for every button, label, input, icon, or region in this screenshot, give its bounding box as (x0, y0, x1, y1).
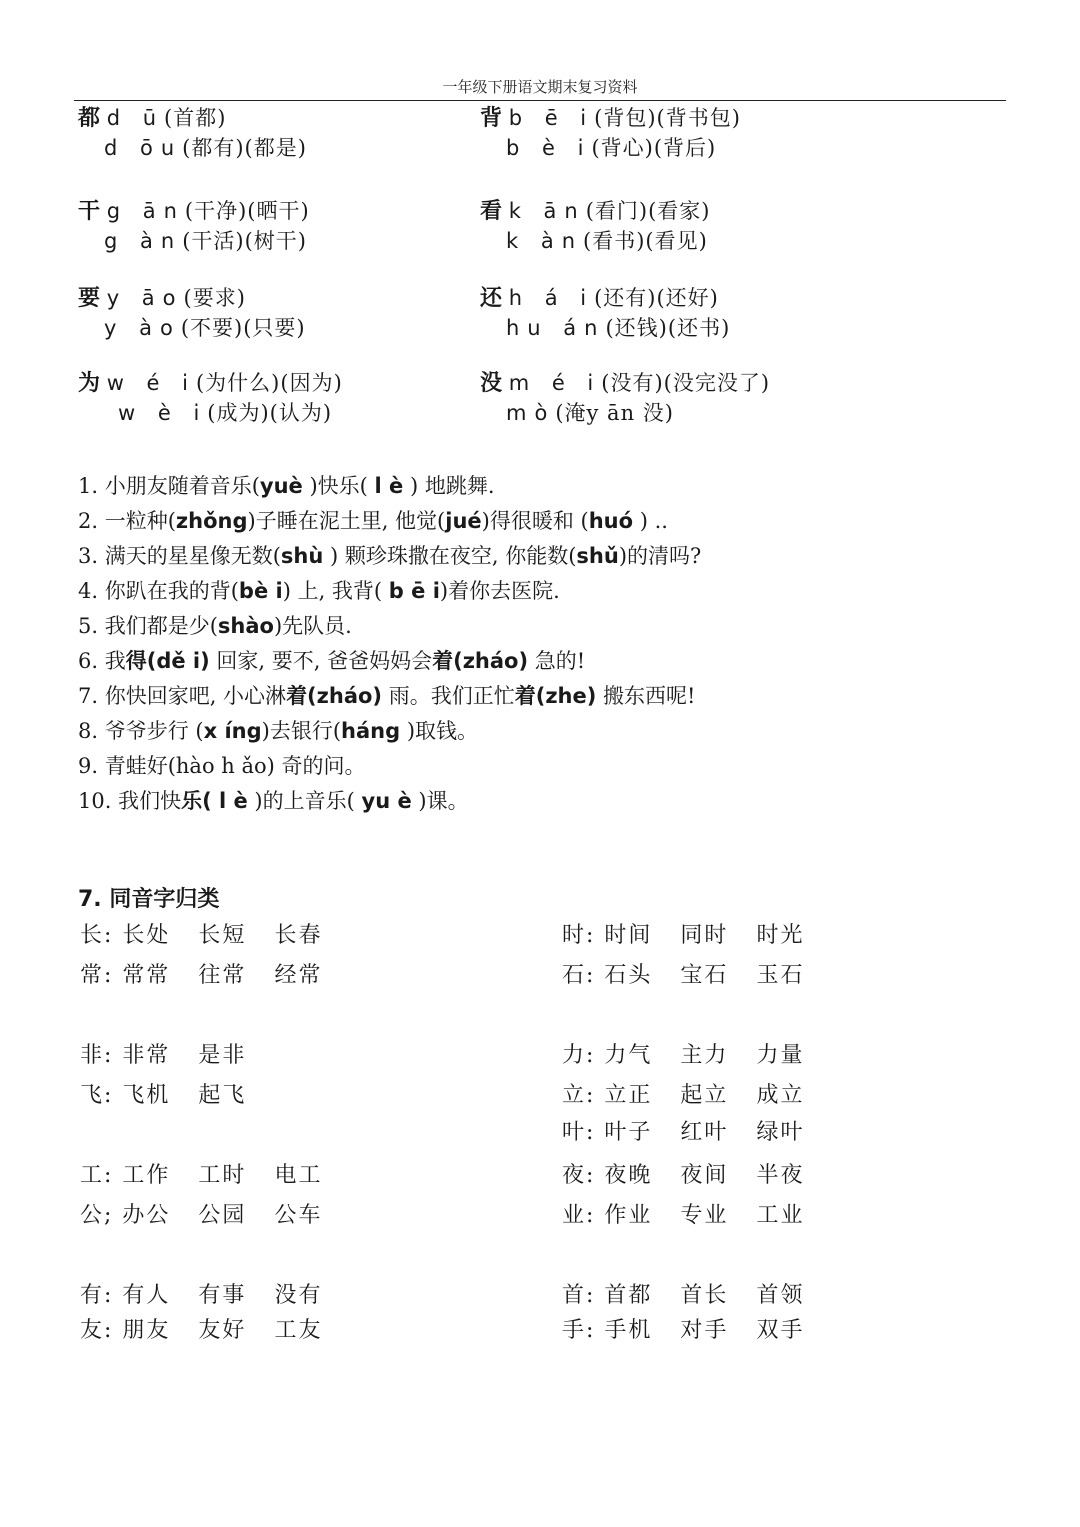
homophone-word: 首都 (604, 1283, 653, 1308)
example-words: (为什么)(因为) (195, 371, 343, 395)
homophone-word: 工作 (122, 1163, 171, 1188)
pinyin: y āo (106, 286, 184, 310)
homophone-word: 工友 (274, 1318, 323, 1343)
sentence-line (78, 750, 1008, 785)
homophone-char: 工: (80, 1163, 123, 1188)
homophone-word: 非常 (122, 1043, 171, 1068)
example-words: (都有)(都是) (182, 136, 307, 160)
answer-text: bè i (238, 579, 283, 603)
homophone-row (562, 1038, 832, 1069)
sentence-text: 8. 爷爷步行 ( (78, 719, 204, 743)
homophone-word: 常常 (122, 963, 171, 988)
polyphone-block (480, 368, 770, 428)
polyphone-reading (480, 103, 741, 133)
homophone-row (80, 1078, 274, 1109)
homophone-word: 有事 (198, 1283, 247, 1308)
homophone-char: 长: (80, 923, 123, 948)
homophone-word: 首领 (756, 1283, 805, 1308)
homophone-word: 夜晚 (604, 1163, 653, 1188)
homophone-row (562, 1313, 832, 1344)
answer-text: x íng (203, 719, 262, 743)
sentence-text: 雨。我们正忙 (382, 684, 515, 708)
homophone-word: 友好 (198, 1318, 247, 1343)
polyphone-reading (480, 226, 711, 256)
sentence-line (78, 715, 1008, 750)
sentence-text: 4. 你趴在我的背( (78, 579, 239, 603)
pinyin: g ān (106, 199, 185, 223)
homophone-char: 非: (80, 1043, 123, 1068)
example-words: (背心)(背后) (591, 136, 717, 160)
example-words: (看门)(看家) (585, 199, 711, 223)
homophone-word: 电工 (274, 1163, 323, 1188)
answer-text: háng (341, 719, 401, 743)
polyphone-reading (480, 398, 770, 428)
sentence-text: 回家, 要不, 爸爸妈妈会 (209, 649, 433, 673)
pinyin: y ào (104, 316, 181, 340)
example-words: (要求) (183, 286, 246, 310)
sentence-list (78, 470, 1008, 820)
example-words: (首都) (164, 106, 227, 130)
polyphone-char: 背 (480, 106, 503, 131)
sentence-line (78, 680, 1008, 715)
homophone-char: 手: (562, 1318, 605, 1343)
example-words: (成为)(认为) (207, 401, 333, 425)
sentence-text: 5. 我们都是少( (78, 614, 218, 638)
polyphone-block (78, 196, 310, 256)
pinyin: k àn (506, 229, 584, 253)
example-words: (还钱)(还书) (605, 316, 731, 340)
homophone-word: 长处 (122, 923, 171, 948)
homophone-word: 没有 (274, 1283, 323, 1308)
answer-text: 乐( l è (181, 789, 248, 813)
sentence-text: ) 地跳舞. (403, 474, 495, 498)
answer-text: 得(dě i) (125, 649, 210, 673)
homophone-word: 力量 (756, 1043, 805, 1068)
homophone-word: 成立 (756, 1083, 805, 1108)
homophone-row (80, 1278, 350, 1309)
homophone-word: 叶子 (604, 1120, 653, 1145)
homophone-word: 时光 (756, 923, 805, 948)
sentence-text: 6. 我 (78, 649, 126, 673)
homophone-char: 友: (80, 1318, 123, 1343)
homophone-word: 同时 (680, 923, 729, 948)
polyphone-block (480, 283, 730, 343)
homophone-word: 办公 (122, 1203, 171, 1228)
homophone-char: 常: (80, 963, 123, 988)
homophone-word: 主力 (680, 1043, 729, 1068)
homophone-word: 是非 (198, 1043, 247, 1068)
sentence-text: )的清吗? (618, 544, 702, 568)
homophone-row (562, 958, 832, 989)
polyphone-block (480, 196, 711, 256)
sentence-text: )着你去医院. (439, 579, 560, 603)
example-words: (干活)(树干) (182, 229, 307, 253)
homophone-word: 红叶 (680, 1120, 729, 1145)
section-7-title: 7. 同音字归类 (78, 887, 220, 912)
homophone-word: 公园 (198, 1203, 247, 1228)
sentence-text: 7. 你快回家吧, 小心淋 (78, 684, 287, 708)
sentence-line (78, 645, 1008, 680)
polyphone-block (480, 103, 741, 163)
sentence-text: )的上音乐( (247, 789, 362, 813)
polyphone-reading (78, 226, 310, 256)
answer-text: zhǒng (175, 509, 248, 533)
pinyin: d ōu (104, 136, 183, 160)
sentence-line (78, 785, 1008, 820)
homophone-word: 起飞 (198, 1083, 247, 1108)
answer-text: l è (374, 474, 404, 498)
homophone-char: 叶: (562, 1120, 605, 1145)
sentence-text: 1. 小朋友随着音乐( (78, 474, 260, 498)
sentence-text: 搬东西呢! (596, 684, 696, 708)
homophone-word: 长春 (274, 923, 323, 948)
homophone-row (562, 1115, 832, 1146)
pinyin: m é i (508, 371, 602, 395)
homophone-word: 公车 (274, 1203, 323, 1228)
homophone-row (80, 1038, 274, 1069)
homophone-row (80, 958, 350, 989)
answer-text: 着(zháo) (286, 684, 383, 708)
answer-text: 着(zháo) (432, 649, 529, 673)
polyphone-block (78, 368, 343, 428)
homophone-word: 工时 (198, 1163, 247, 1188)
homophone-row (562, 918, 832, 949)
polyphone-reading (480, 283, 730, 313)
answer-text: jué (445, 509, 482, 533)
homophone-row (80, 1198, 350, 1229)
answer-text: 着(zhe) (514, 684, 597, 708)
sentence-text: )先队员. (273, 614, 352, 638)
polyphone-reading (78, 398, 343, 428)
homophone-row (80, 918, 350, 949)
pinyin: k ān (508, 199, 586, 223)
homophone-word: 绿叶 (756, 1120, 805, 1145)
answer-text: shù (280, 544, 324, 568)
homophone-row (80, 1313, 350, 1344)
polyphone-reading (480, 313, 730, 343)
sentence-text: )子睡在泥土里, 他觉( (247, 509, 446, 533)
sentence-text: )得很暖和 ( (481, 509, 589, 533)
polyphone-reading (78, 133, 307, 163)
sentence-text: )去银行( (261, 719, 342, 743)
polyphone-reading (480, 368, 770, 398)
example-words: (不要)(只要) (180, 316, 306, 340)
pinyin: hu án (506, 316, 606, 340)
sentence-text: 10. 我们快 (78, 789, 182, 813)
homophone-word: 宝石 (680, 963, 729, 988)
sentence-text: ) 颗珍珠撒在夜空, 你能数( (323, 544, 577, 568)
polyphone-block (78, 283, 306, 343)
pinyin: g àn (104, 229, 183, 253)
sentence-line (78, 575, 1008, 610)
homophone-word: 首长 (680, 1283, 729, 1308)
answer-text: yu è (361, 789, 412, 813)
homophone-word: 双手 (756, 1318, 805, 1343)
sentence-text: )取钱。 (400, 719, 479, 743)
polyphone-reading (78, 368, 343, 398)
homophone-char: 时: (562, 923, 605, 948)
homophone-word: 立正 (604, 1083, 653, 1108)
homophone-word: 朋友 (122, 1318, 171, 1343)
answer-text: shǔ (576, 544, 619, 568)
polyphone-char: 干 (78, 199, 101, 224)
sentence-text: )课。 (411, 789, 469, 813)
homophone-word: 手机 (604, 1318, 653, 1343)
example-words: (没有)(没完没了) (601, 371, 771, 395)
polyphone-reading (78, 283, 306, 313)
homophone-word: 经常 (274, 963, 323, 988)
homophone-word: 半夜 (756, 1163, 805, 1188)
polyphone-char: 都 (78, 106, 101, 131)
homophone-word: 时间 (604, 923, 653, 948)
homophone-char: 首: (562, 1283, 605, 1308)
example-words: (看书)(看见) (583, 229, 708, 253)
homophone-word: 专业 (680, 1203, 729, 1228)
polyphone-char: 为 (78, 371, 101, 396)
polyphone-reading (78, 196, 310, 226)
homophone-word: 石头 (604, 963, 653, 988)
polyphone-reading (78, 313, 306, 343)
example-words: (背包)(背书包) (594, 106, 741, 130)
answer-text: yuè (259, 474, 303, 498)
sentence-line (78, 540, 1008, 575)
homophone-char: 飞: (80, 1083, 123, 1108)
sentence-text: 2. 一粒种( (78, 509, 176, 533)
sentence-text: 急的! (528, 649, 586, 673)
homophone-word: 力气 (604, 1043, 653, 1068)
answer-text: shào (217, 614, 274, 638)
sentence-text: )快乐( (302, 474, 375, 498)
pinyin: mò (506, 401, 556, 425)
homophone-char: 力: (562, 1043, 605, 1068)
sentence-text: 3. 满天的星星像无数( (78, 544, 281, 568)
homophone-char: 立: (562, 1083, 605, 1108)
example-words: (干净)(晒干) (184, 199, 310, 223)
homophone-word: 夜间 (680, 1163, 729, 1188)
polyphone-reading (480, 196, 711, 226)
pinyin: b è i (506, 136, 592, 160)
homophone-char: 业: (562, 1203, 605, 1228)
homophone-char: 夜: (562, 1163, 605, 1188)
homophone-row (562, 1198, 832, 1229)
polyphone-char: 看 (480, 199, 503, 224)
homophone-word: 作业 (604, 1203, 653, 1228)
header-title: 一年级下册语文期末复习资料 (442, 78, 638, 96)
sentence-text: ) 上, 我背( (282, 579, 389, 603)
answer-text: huó (588, 509, 634, 533)
homophone-word: 起立 (680, 1083, 729, 1108)
page-header (74, 76, 1006, 101)
homophone-word: 往常 (198, 963, 247, 988)
example-words: (还有)(还好) (594, 286, 719, 310)
polyphone-char: 没 (480, 371, 503, 396)
homophone-row (80, 1158, 350, 1189)
homophone-word: 飞机 (122, 1083, 171, 1108)
polyphone-reading (480, 133, 741, 163)
homophone-row (562, 1278, 832, 1309)
example-words: (淹y ān 没) (555, 401, 674, 425)
pinyin: w è i (118, 401, 208, 425)
homophone-char: 石: (562, 963, 605, 988)
homophone-word: 工业 (756, 1203, 805, 1228)
homophone-char: 有: (80, 1283, 123, 1308)
sentence-line (78, 505, 1008, 540)
polyphone-char: 要 (78, 286, 101, 311)
pinyin: b ē i (508, 106, 595, 130)
pinyin: w é i (106, 371, 196, 395)
polyphone-reading (78, 103, 307, 133)
homophone-row (562, 1158, 832, 1189)
polyphone-char: 还 (480, 286, 503, 311)
homophone-word: 玉石 (756, 963, 805, 988)
pinyin: h á i (508, 286, 595, 310)
polyphone-block (78, 103, 307, 163)
sentence-line (78, 610, 1008, 645)
sentence-line (78, 470, 1008, 505)
sentence-text: 9. 青蛙好(hào h ǎo) 奇的问。 (78, 754, 366, 778)
answer-text: b ē i (388, 579, 440, 603)
homophone-word: 对手 (680, 1318, 729, 1343)
pinyin: d ū (106, 106, 165, 130)
sentence-text: ) .. (633, 509, 668, 533)
homophone-word: 长短 (198, 923, 247, 948)
homophone-word: 有人 (122, 1283, 171, 1308)
homophone-row (562, 1078, 832, 1109)
homophone-char: 公; (80, 1203, 123, 1228)
